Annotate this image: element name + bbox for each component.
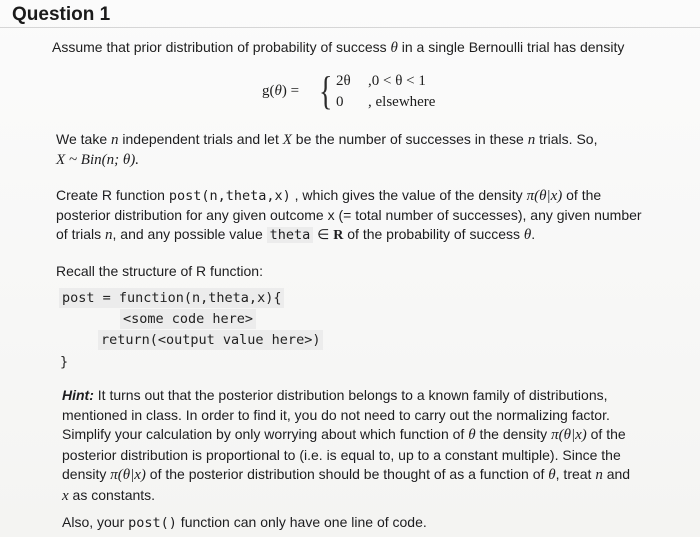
p1-text-c: be the number of successes in these [291, 131, 528, 147]
p2-line3-d: of the probability of success [343, 226, 524, 242]
p2-line2: posterior distribution for any given outcome x (= total number of successes), any given number [56, 207, 642, 223]
formula-case2-condition: , elsewhere [368, 94, 436, 110]
hint-line-2: mentioned in class. In order to find it, you do not need to carry out the normalizing factor. [62, 406, 610, 423]
p1-text-d: trials. So, [535, 131, 598, 147]
recall-paragraph: Recall the structure of R function: [56, 263, 263, 279]
p2-line3-e: . [531, 226, 536, 242]
hint-line-3-c: of the [586, 426, 626, 442]
hint-line-5-b: of the posterior distribution should be thought of as a function of [145, 466, 549, 482]
binomial-notation: X ~ Bin(n; θ). [56, 152, 139, 168]
post-signature-code: post(n,theta,x) [168, 188, 291, 204]
hint-line-3-a: Simplify your calculation by only worrying about which function of [62, 426, 469, 442]
p2-text-b: , which gives the value of the density [290, 187, 527, 203]
n-symbol: n [105, 227, 113, 243]
hint-line-5-c: , treat [555, 466, 596, 482]
hint-paragraph [62, 386, 662, 506]
code-line-3: return(<output value here>) [98, 330, 323, 350]
hint-line-1: It turns out that the posterior distribution belongs to a known family of distributions, [93, 387, 608, 403]
formula-case1-value: 2θ [336, 73, 351, 89]
also-text-b: function can only have one line of code. [176, 514, 427, 530]
title-divider [0, 27, 700, 28]
theta-code: theta [267, 227, 314, 243]
p2-text-c: of the [562, 187, 602, 203]
question-title: Question 1 [12, 4, 111, 25]
reals-symbol: R [333, 228, 344, 243]
p1-text-a: We take [56, 131, 111, 147]
hint-line-3-b: the density [475, 426, 552, 442]
posterior-density-symbol: π(θ|x) [526, 188, 563, 204]
task-paragraph [56, 186, 676, 245]
x-symbol: x [62, 487, 69, 504]
intro-text: Assume that prior distribution of probability of success [52, 39, 391, 55]
hint-line-5-d: and [602, 466, 631, 482]
p1-text-b: independent trials and let [118, 131, 283, 147]
hint-label: Hint: [62, 387, 94, 403]
constraint-paragraph [62, 514, 662, 531]
code-line-1: post = function(n,theta,x){ [59, 288, 284, 308]
intro-text-end: in a single Bernoulli trial has density [397, 39, 625, 55]
theta-symbol: θ [390, 40, 398, 56]
formula-case2-value: 0 [336, 94, 344, 110]
p2-line3-b: , and any possible value [112, 226, 267, 242]
formula-case1-condition: ,0 < θ < 1 [368, 73, 426, 89]
code-line-4: } [60, 354, 69, 370]
posterior-density-symbol: π(θ|x) [551, 427, 587, 443]
hint-line-5-a: density [62, 466, 111, 482]
X-symbol: X [282, 132, 292, 148]
intro-paragraph [52, 38, 682, 58]
also-text-a: Also, your [62, 514, 129, 530]
p2-line3-a: of trials [56, 226, 106, 242]
formula-lhs: g(θ) = [262, 83, 300, 99]
theta-symbol: θ [523, 227, 532, 243]
n-symbol: n [111, 132, 119, 148]
posterior-density-symbol: π(θ|x) [110, 467, 146, 483]
hint-line-6: as constants. [68, 486, 156, 503]
theta-symbol: θ [468, 427, 476, 443]
formula-brace: { [319, 68, 333, 113]
code-line-2: <some code here> [120, 309, 256, 329]
p2-text-a: Create R function [56, 187, 169, 203]
hint-line-4: posterior distribution is proportional to (i.e. is equal to, up to a constant multiple). Since the [62, 446, 621, 463]
n-symbol: n [527, 132, 536, 148]
trials-paragraph [56, 130, 676, 170]
theta-symbol: θ [548, 467, 556, 483]
n-symbol: n [595, 467, 603, 483]
post-call-code: post() [128, 515, 177, 531]
element-of-symbol: ∈ [313, 226, 334, 242]
